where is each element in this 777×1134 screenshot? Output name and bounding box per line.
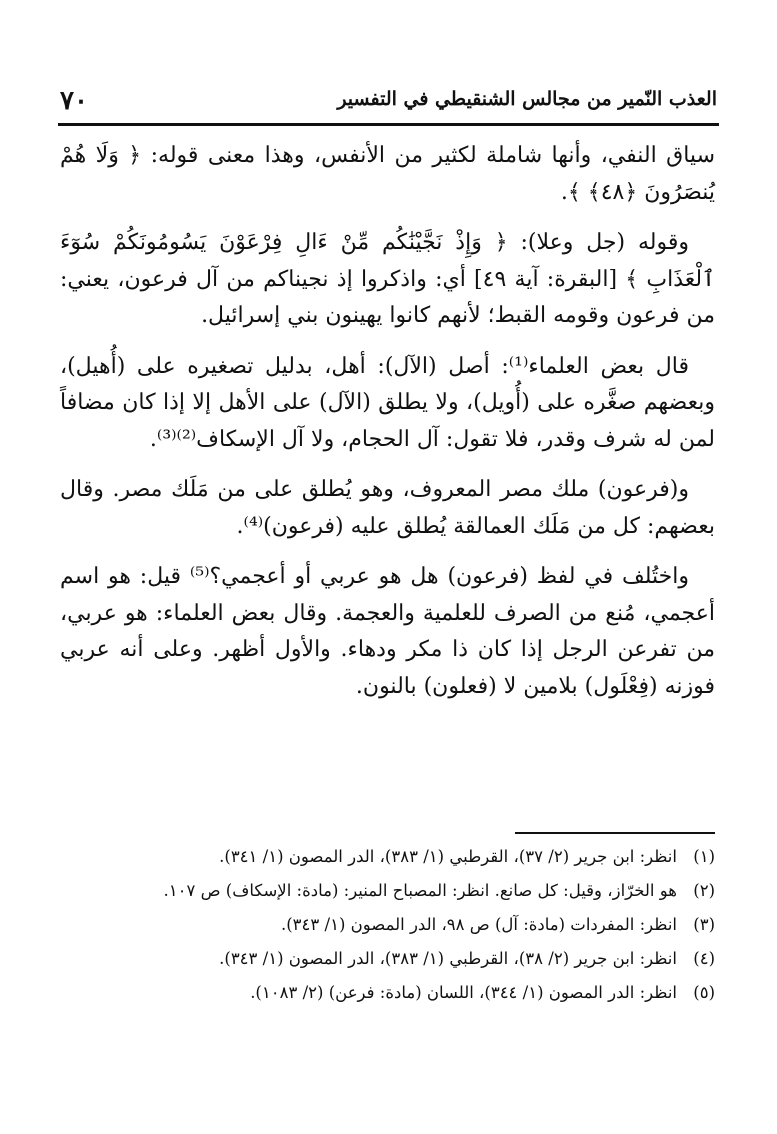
footnotes	[60, 842, 715, 1012]
footnote-number: (٥)	[693, 983, 715, 1002]
main-text	[60, 138, 715, 719]
paragraph: قال بعض العلماء⁽¹⁾: أصل (الآل): أهل، بدليل تصغيره على (أُهيل)، وبعضهم صغَّره على (أُويل)، ولا يطلق (الآل) على الأهل إلا إذا كان مضافاً لمن له شرف وقدر، فلا تقول: آل الحجام، ولا آل الإسكاف⁽²⁾⁽³⁾.	[60, 353, 715, 452]
footnote-divider	[515, 832, 715, 834]
running-title: العذب النّمير من مجالس الشنقيطي في التفسير	[337, 88, 717, 110]
running-header	[60, 86, 717, 122]
footnote	[60, 910, 715, 940]
footnote-number: (٢)	[693, 881, 715, 900]
paragraph: واختُلف في لفظ (فرعون) هل هو عربي أو أعجمي؟⁽⁵⁾ قيل: هو اسم أعجمي، مُنع من الصرف للعلمية والعجمة. وقال بعض العلماء: هو عربي، من تفرعن الرجل إذا كان ذا مكر ودهاء. والأول أظهر. وعلى أنه عربي فوزنه (فِعْلَول) بلامين لا (فعلون) بالنون.	[60, 564, 715, 699]
footnote-number: (٤)	[693, 949, 715, 968]
paragraph: و(فرعون) ملك مصر المعروف، وهو يُطلق على من مَلَك مصر. وقال بعضهم: كل من مَلَك العمالقة يُطلق عليه (فرعون)⁽⁴⁾.	[60, 477, 715, 539]
footnote	[60, 876, 715, 906]
footnote	[60, 944, 715, 974]
header-divider	[58, 123, 719, 126]
footnote-text: انظر: الدر المصون (١/ ٣٤٤)، اللسان (مادة: فرعن) (٢/ ١٠٨٣).	[250, 983, 677, 1002]
footnote	[60, 978, 715, 1008]
footnote-text: هو الخرّاز، وقيل: كل صانع. انظر: المصباح المنير: (مادة: الإسكاف) ص ١٠٧.	[163, 881, 677, 900]
footnote-text: انظر: المفردات (مادة: آل) ص ٩٨، الدر المصون (١/ ٣٤٣).	[280, 915, 677, 934]
paragraph: سياق النفي، وأنها شاملة لكثير من الأنفس، وهذا معنى قوله: ﴿ وَلَا هُمْ يُنصَرُونَ ﴿٤٨﴾ ﴾.	[60, 143, 715, 205]
paragraph: وقوله (جل وعلا): ﴿ وَإِذْ نَجَّيْنَٰكُم مِّنْ ءَالِ فِرْعَوْنَ يَسُومُونَكُمْ سُوٓءَ ٱلْعَذَابِ ﴾ [البقرة: آية ٤٩] أي: واذكروا إذ نجيناكم من آل فرعون، يعني: من فرعون وقومه القبط؛ لأنهم كانوا يهينون بني إسرائيل.	[60, 230, 715, 328]
footnote-text: انظر: ابن جرير (٢/ ٣٧)، القرطبي (١/ ٣٨٣)، الدر المصون (١/ ٣٤١).	[219, 847, 677, 866]
footnote	[60, 842, 715, 872]
footnote-number: (١)	[693, 847, 715, 866]
footnote-text: انظر: ابن جرير (٢/ ٣٨)، القرطبي (١/ ٣٨٣)، الدر المصون (١/ ٣٤٣).	[219, 949, 677, 968]
page-number: ٧٠	[60, 86, 88, 116]
footnote-number: (٣)	[693, 915, 715, 934]
